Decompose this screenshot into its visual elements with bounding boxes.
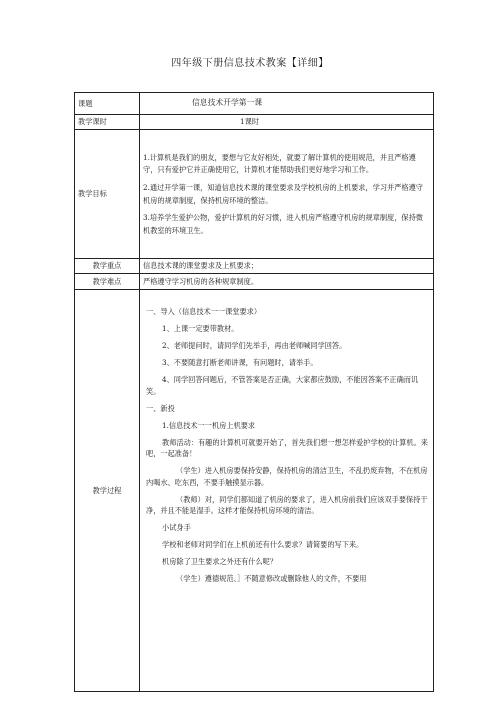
process-line: 4、同学回答问题后，不管答案是否正确，大家都应鼓励，不能因答案不正确而讥笑。	[146, 375, 419, 396]
label-process: 教学过程	[75, 290, 140, 692]
process-line: 小试身手	[162, 523, 191, 533]
process-line: 2、老师提问时，请同学们先举手，再由老师喊同学回答。	[162, 341, 347, 351]
process-line: 1、上课一定要带教材。	[162, 324, 239, 334]
row-process	[75, 290, 434, 692]
objective-item: 3.培养学生爱护公物，爱护计算机的好习惯，进入机房严格遵守机房的规章制度，保持微机教室的环境卫生。	[143, 213, 423, 235]
label-topic: 课题	[75, 93, 140, 115]
row-objectives	[75, 130, 434, 259]
row-topic	[75, 93, 434, 115]
value-key-points: 信息技术课的课堂要求及上机要求；	[140, 259, 434, 274]
document-title: 四年级下册信息技术教案【详细】	[171, 58, 329, 69]
process-line: 3、不要随意打断老师讲课，有问题时，请举手。	[162, 358, 318, 368]
process-line: 学校和老师对同学们在上机前还有什么要求？请简要的写下来。	[162, 540, 364, 550]
value-process	[140, 290, 434, 692]
label-difficult-points: 教学难点	[75, 274, 140, 290]
process-line: （教师）对，同学们都知道了机房的要求了，进入机房前我们应该双手要保持干净，并且不能是湿手。这样才能保持机房环境的清洁。	[146, 494, 428, 516]
value-hours: 1课时	[140, 115, 434, 130]
process-line: （学生）进入机房要保持安静，保持机房的清洁卫生，不乱扔废弃物，不在机房内喝水、吃东西，不要手触摸显示器。	[146, 466, 428, 487]
process-line: 1.信息技术一一机房上机要求	[162, 420, 256, 430]
label-key-points: 教学重点	[75, 259, 140, 274]
objective-item: 1.计算机是我们的朋友，要想与它友好相处，就要了解计算机的使用规范，并且严格遵守，只有爱护它并正确使用它，计算机才能帮助我们更好地学习和工作。	[143, 152, 416, 175]
process-line: （学生）遵德规范、］不随意修改或删除他人的文件，不要用	[176, 574, 367, 584]
label-hours: 教学课时	[75, 115, 140, 130]
row-difficult-points	[75, 274, 434, 290]
process-line: 机房除了卫生要求之外还有什么呢？	[162, 557, 278, 567]
row-key-points	[75, 259, 434, 274]
row-hours	[75, 115, 434, 130]
value-difficult-points: 严格遵守学习机房的各种规章制度。	[140, 274, 434, 290]
process-line: 教师活动：有趣的计算机可就要开始了，首先我们想一想怎样爱护学校的计算机。来吧，一起准备！	[146, 437, 428, 459]
label-objectives: 教学目标	[75, 130, 140, 259]
process-line: 一、导入（信息技术一一课堂要求）	[146, 307, 262, 316]
value-topic: 信息技术开学第一课	[140, 93, 434, 115]
process-line: 一、新投	[146, 403, 175, 413]
value-objectives	[140, 130, 434, 259]
objective-item: 2.通过开学第一课，知道信息技术课的课堂要求及学校机房的上机要求，学习并严格遵守机房的规章制度，保持机房环境的整洁。	[143, 182, 423, 205]
lesson-plan-table	[74, 92, 434, 692]
